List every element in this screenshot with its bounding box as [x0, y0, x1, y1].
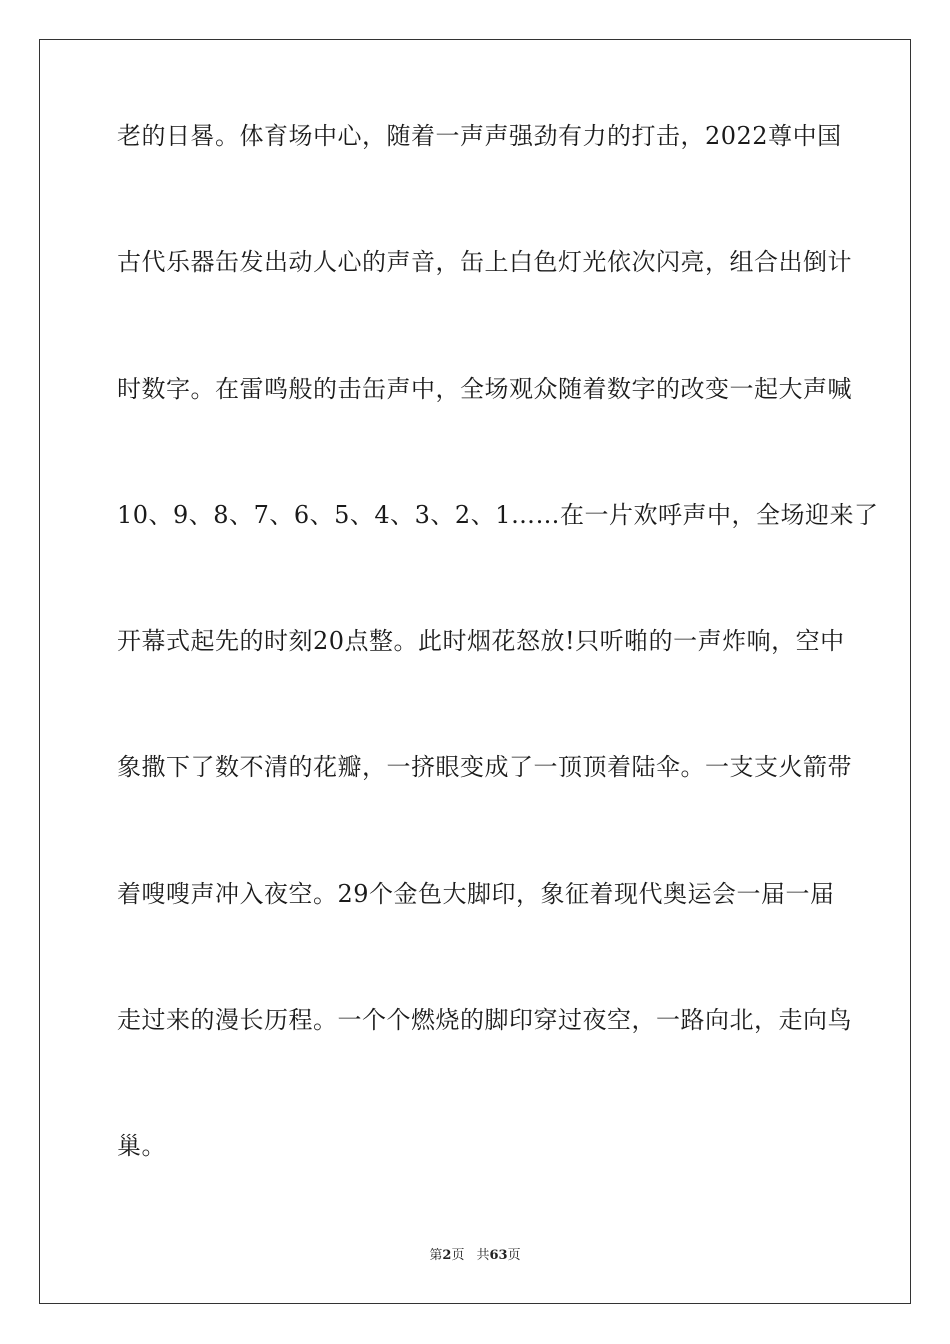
text-line: 巢。	[117, 1132, 166, 1161]
text-line: 老的日晷。体育场中心，随着一声声强劲有力的打击，2022尊中国	[117, 122, 842, 150]
text-line: 走过来的漫长历程。一个个燃烧的脚印穿过夜空，一路向北，走向鸟	[117, 1006, 852, 1035]
text-line: 象撒下了数不清的花瓣，一挤眼变成了一顶顶着陆伞。一支支火箭带	[117, 753, 852, 782]
page-prefix: 第	[429, 1248, 443, 1263]
text-line: 古代乐器缶发出动人心的声音，缶上白色灯光依次闪亮，组合出倒计	[117, 248, 852, 277]
text-line: 开幕式起先的时刻20点整。此时烟花怒放!只听啪的一声炸响，空中	[117, 627, 845, 656]
body-text	[117, 122, 879, 1259]
page-footer	[0, 1248, 950, 1264]
page-number: 2	[442, 1248, 452, 1263]
total-unit: 页	[507, 1248, 521, 1263]
text-line: 10、9、8、7、6、5、4、3、2、1……在一片欢呼声中，全场迎来了	[117, 500, 879, 529]
total-prefix: 共	[476, 1248, 490, 1263]
text-line: 着嗖嗖声冲入夜空。29个金色大脚印，象征着现代奥运会一届一届	[117, 879, 835, 908]
text-line: 时数字。在雷鸣般的击缶声中，全场观众随着数字的改变一起大声喊	[117, 374, 852, 403]
page-unit: 页	[451, 1248, 465, 1263]
total-pages: 63	[489, 1248, 508, 1263]
